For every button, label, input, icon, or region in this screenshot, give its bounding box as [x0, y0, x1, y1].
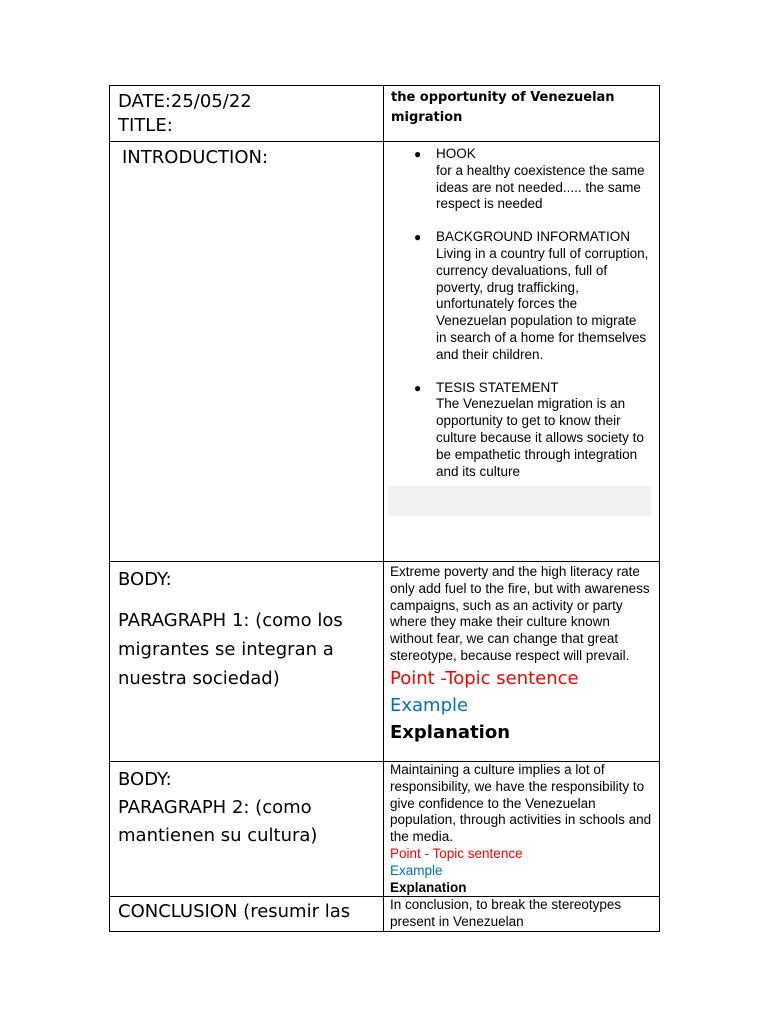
introduction-row [110, 142, 660, 562]
body1-row [110, 562, 660, 762]
body2-paragraph-label: PARAGRAPH 2: (como mantienen su cultura) [118, 797, 318, 846]
body2-point-label: Point - Topic sentence [390, 845, 523, 861]
hook-item [384, 146, 659, 213]
background-heading: BACKGROUND INFORMATION [436, 229, 631, 245]
background-item [384, 229, 659, 363]
introduction-label: INTRODUCTION: [122, 147, 269, 168]
body2-explanation-label: Explanation [390, 879, 467, 895]
body2-row [110, 762, 660, 897]
hook-heading: HOOK [436, 146, 476, 161]
title-label: TITLE: [118, 115, 173, 136]
thesis-item [384, 380, 659, 481]
conclusion-content-cell [384, 897, 660, 932]
conclusion-text: In conclusion, to break the stereotypes present in Venezuelan [390, 897, 622, 930]
thesis-heading: TESIS STATEMENT [436, 379, 559, 395]
body1-text: Extreme poverty and the high literacy rate only add fuel to the fire, but with awareness campaigns, such as an activity or party where they make their culture known without fear, we can change that great stereotype, because respect will prevail. [390, 564, 650, 663]
title-value: the opportunity of Venezuelan migration [391, 90, 615, 125]
body1-example-label: Example [390, 694, 469, 716]
date-title-cell [110, 86, 384, 142]
body2-text: Maintaining a culture implies a lot of responsibility, we have the responsibility to give confidence to the Venezuelan population, through activities in schools and the media. [390, 762, 652, 845]
date-title-row [110, 86, 660, 142]
body2-label-cell [110, 762, 384, 897]
shaded-area [388, 486, 651, 516]
body1-label-cell [110, 562, 384, 762]
body1-explanation-label: Explanation [390, 721, 511, 743]
bullet-icon: ● [414, 380, 422, 395]
body2-label: BODY: [118, 769, 172, 790]
bullet-icon: ● [414, 147, 422, 161]
introduction-content-cell [384, 142, 660, 562]
body1-content-cell [384, 562, 660, 762]
date-label: DATE:25/05/22 [118, 91, 252, 112]
body1-paragraph-label: PARAGRAPH 1: (como los migrantes se integran a nuestra sociedad) [118, 610, 343, 689]
body2-example-label: Example [390, 862, 443, 878]
background-text: Living in a country full of corruption, currency devaluations, full of poverty, drug trafficking, unfortunately forces the Venezuelan population to migrate in search of a home for themselves and their children. [436, 245, 649, 362]
hook-text: for a healthy coexistence the same ideas are not needed..... the same respect is needed [436, 162, 645, 212]
body2-content-cell [384, 762, 660, 897]
thesis-text: The Venezuelan migration is an opportunity to get to know their culture because it allows society to be empathetic through integration and its culture [436, 396, 644, 479]
body1-point-label: Point -Topic sentence [390, 667, 579, 689]
introduction-bullet-list [384, 142, 659, 480]
title-value-cell [384, 86, 660, 142]
bullet-icon: ● [414, 230, 422, 245]
conclusion-label: CONCLUSION (resumir las [118, 901, 351, 923]
introduction-label-cell [110, 142, 384, 562]
essay-outline-table [109, 85, 660, 932]
conclusion-row [110, 897, 660, 932]
body1-label: BODY: [118, 569, 172, 590]
conclusion-label-cell [110, 897, 384, 932]
